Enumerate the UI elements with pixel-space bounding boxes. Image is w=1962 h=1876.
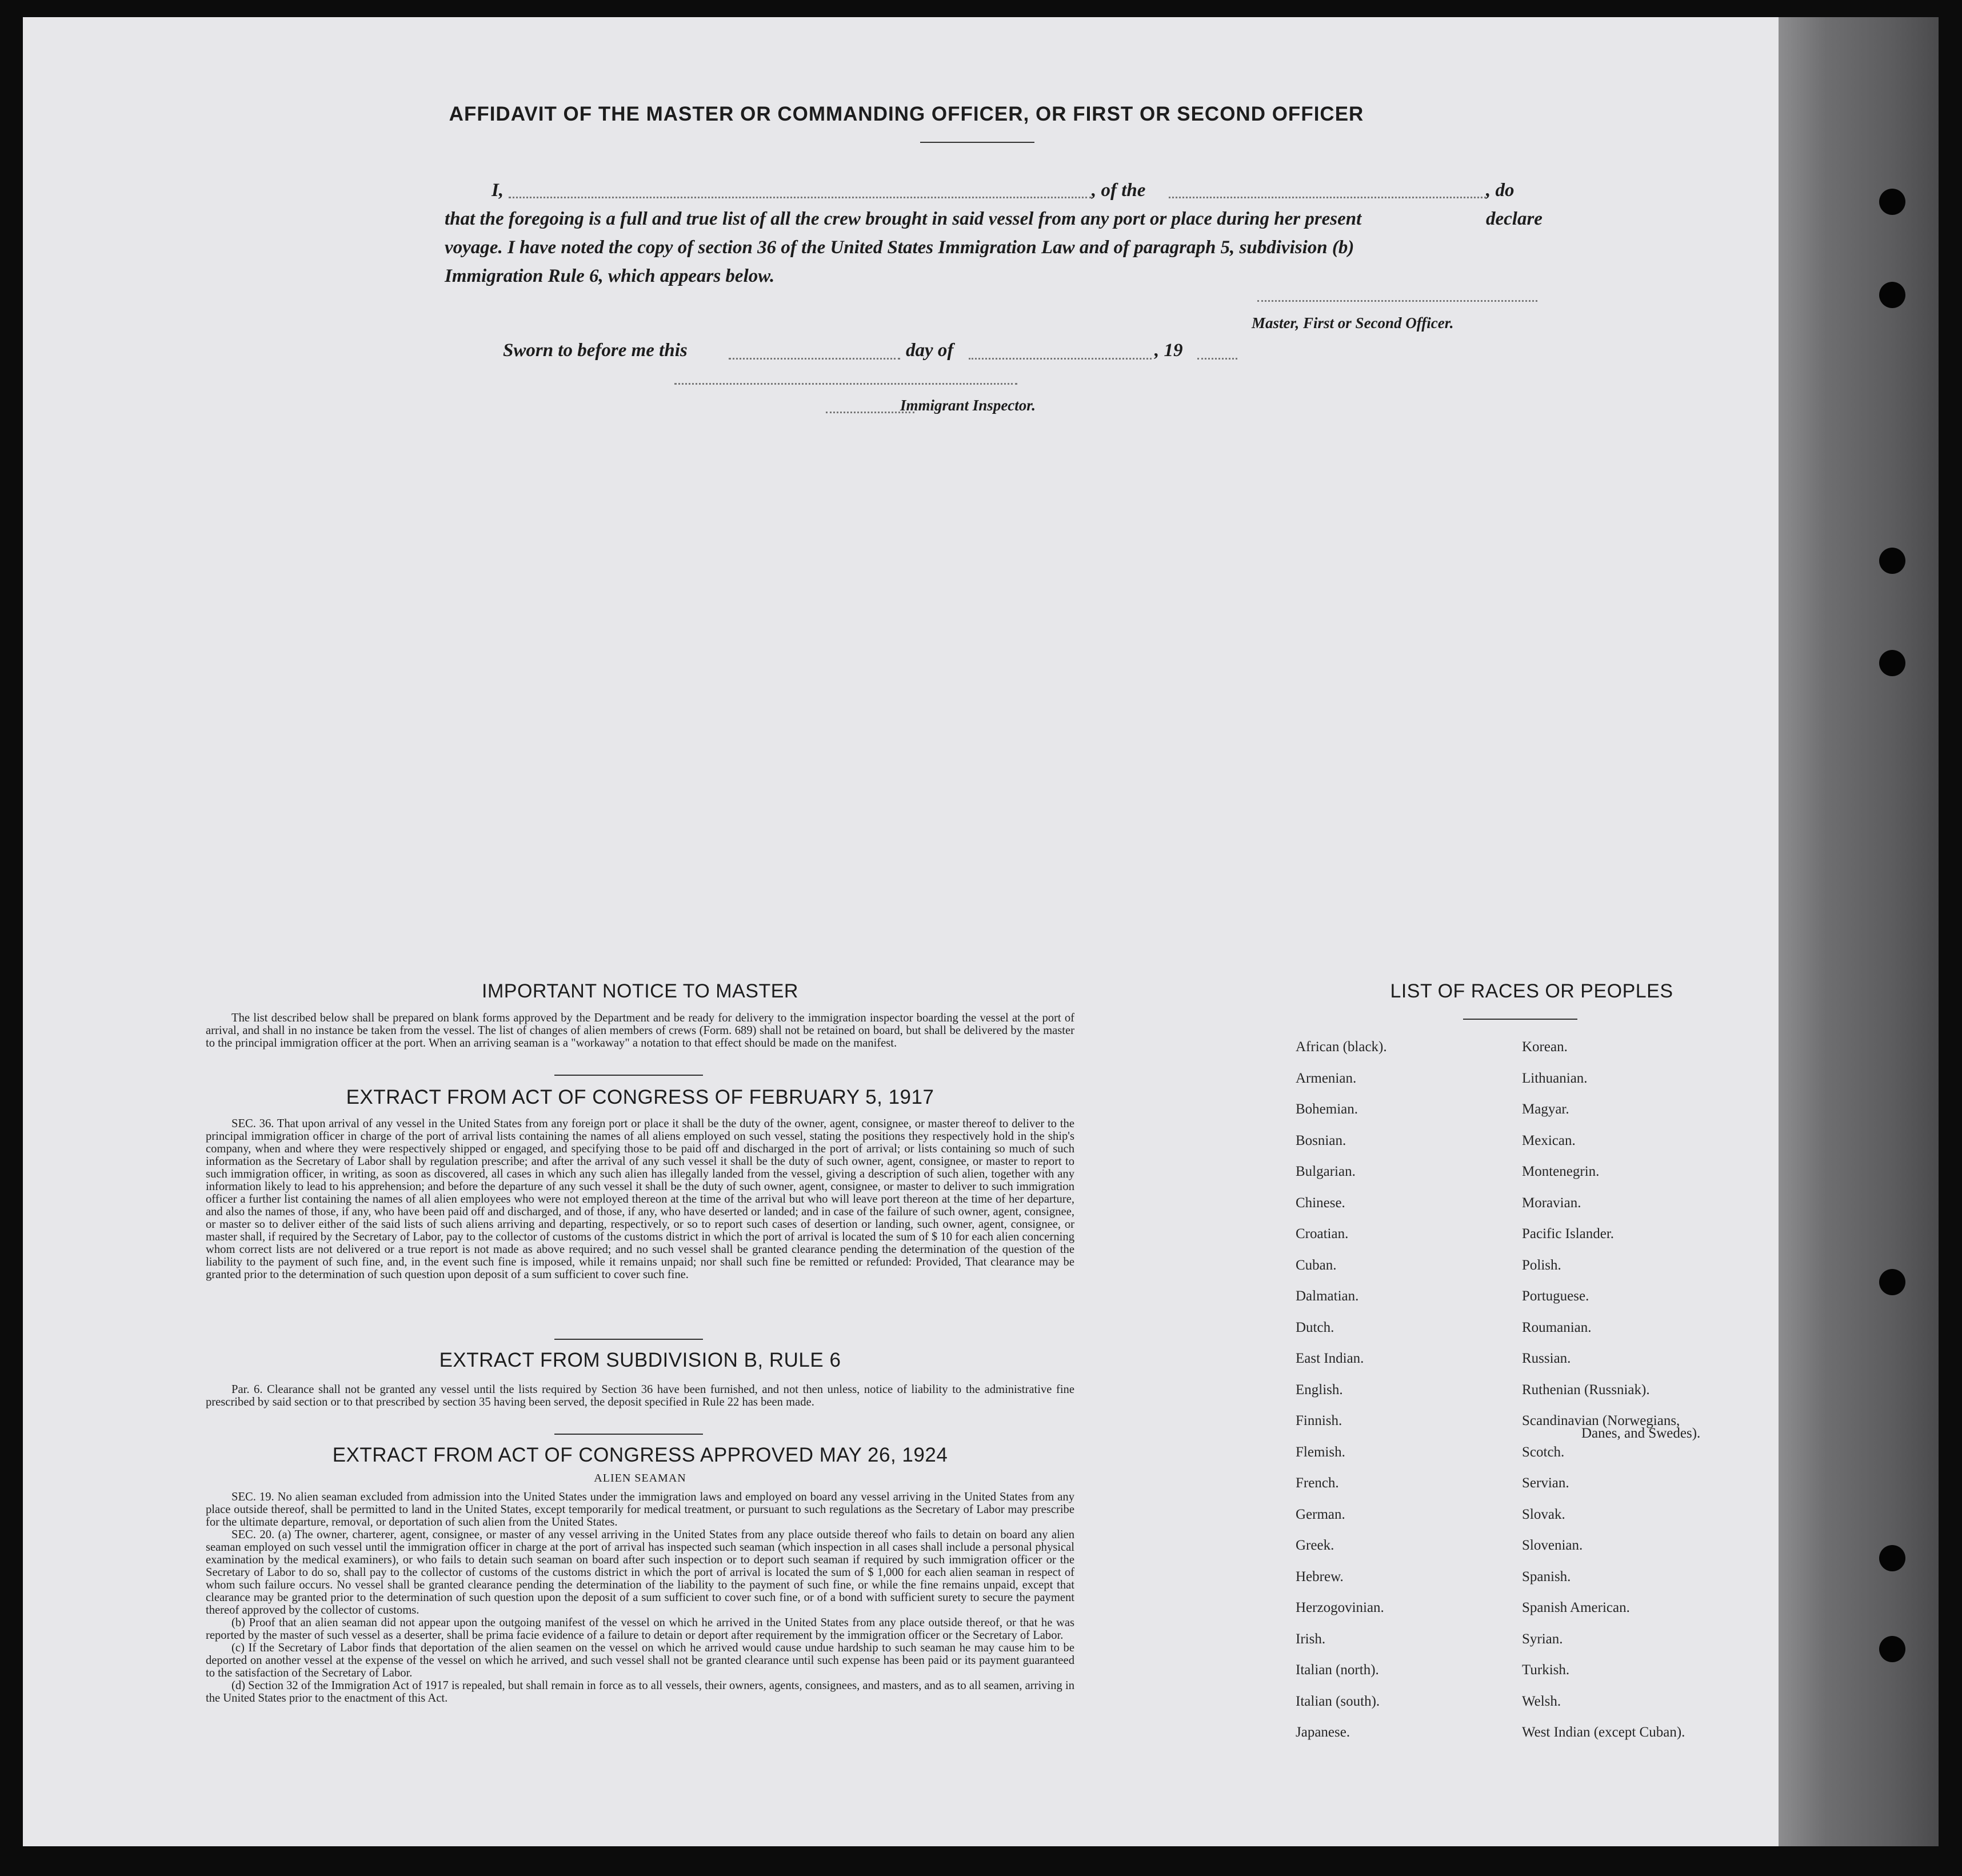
master-label: Master, First or Second Officer. (1252, 314, 1454, 332)
sec20a-paragraph: SEC. 20. (a) The owner, charterer, agent, consignee, or master of any vessel arriving in the United States from any place outside thereof who fails to detain on board any alien seaman employed on such vessel until the immigration officer in charge at the port of arrival has inspected such seaman (which inspection in all cases shall include a personal physical examination by the medical examiners), or who fails to detain such seaman on board after such inspection or to deport such seaman if required by such immigration officer or the Secretary of Labor to do so, shall pay to the collector of customs of the customs district in which the port of arrival is located the sum of $ 1,000 for each alien seaman in respect of whom such failure occurs. No vessel shall be granted clearance pending the determination of the liability to the payment of such fine, or while the fine remains unpaid, except that clearance may be granted prior to the determination of such question upon the deposit of a sum sufficient to cover such fine, or of a bond with sufficient surety to secure the payment thereof approved by the collector of customs. (206, 1528, 1074, 1616)
race-item: German. (1296, 1506, 1345, 1522)
race-item: Russian. (1522, 1351, 1571, 1366)
extract-rule6-title: EXTRACT FROM SUBDIVISION B, RULE 6 (439, 1349, 841, 1371)
sworn-day-of: day of (906, 340, 954, 361)
punch-hole (1879, 650, 1905, 676)
affidavit-do-declare: , do declare (1486, 180, 1543, 229)
race-item: Dutch. (1296, 1319, 1334, 1335)
race-item: Italian (south). (1296, 1693, 1380, 1709)
race-item: Italian (north). (1296, 1662, 1379, 1678)
sec20b-paragraph: (b) Proof that an alien seaman did not appear upon the outgoing manifest of the vessel on which he arrived in the United States from any place outside thereof, or that he was reported by the master of such vessel as a deserter, shall be prima facie evidence of a failure to detain or deport after requirement by the immigration officer or the Secretary of Labor. (206, 1616, 1074, 1642)
race-item: Greek. (1296, 1538, 1334, 1553)
race-item: African (black). (1296, 1039, 1387, 1055)
extract-1917-title: EXTRACT FROM ACT OF CONGRESS OF FEBRUARY 5, 1917 (346, 1086, 934, 1108)
extract-1917-text (206, 1117, 1074, 1281)
race-item: Moravian. (1522, 1195, 1581, 1211)
race-item: Bohemian. (1296, 1101, 1358, 1117)
alien-seaman-subtitle: ALIEN SEAMAN (594, 1472, 686, 1484)
affidavit-line-3: voyage. I have noted the copy of section 36 of the United States Immigration Law and of paragraph 5, subdivision (b) (445, 237, 1354, 258)
divider-2 (554, 1339, 703, 1340)
race-item: Turkish. (1522, 1662, 1570, 1678)
sworn-date-blank[interactable] (729, 358, 900, 360)
race-item: Bosnian. (1296, 1132, 1346, 1148)
race-item: Montenegrin. (1522, 1164, 1600, 1179)
punch-hole (1879, 189, 1905, 215)
punch-hole (1879, 1636, 1905, 1662)
divider-1 (554, 1075, 703, 1076)
affidavit-line-2: that the foregoing is a full and true list of all the crew brought in said vessel from any port or place during her present (445, 209, 1362, 229)
race-item: Roumanian. (1522, 1319, 1592, 1335)
race-item: Hebrew. (1296, 1568, 1344, 1584)
notice-title: IMPORTANT NOTICE TO MASTER (482, 980, 798, 1002)
race-item: Flemish. (1296, 1444, 1345, 1460)
inspector-label: Immigrant Inspector. (900, 397, 1036, 414)
race-item: Scandinavian (Norwegians, (1522, 1413, 1680, 1428)
race-item: Cuban. (1296, 1257, 1337, 1273)
race-item: Welsh. (1522, 1693, 1561, 1709)
race-item: Japanese. (1296, 1725, 1350, 1740)
sec19-paragraph: SEC. 19. No alien seaman excluded from admission into the United States under the immigration laws and employed on board any vessel arriving in the United States from any place outside thereof, shall be permitted to land in the United States, except temporarily for medical treatment, or pursuant to such regulations as the Secretary of Labor may prescribe for the ultimate departure, removal, or deportation of such alien from the United States. (206, 1491, 1074, 1528)
sec20c-paragraph: (c) If the Secretary of Labor finds that deportation of the alien seamen on the vessel on which he arrived would cause undue hardship to such seaman he may cause him to be deported on another vessel at the expense of the vessel on which he arrived, and such vessel shall not be granted clearance until such expense has been paid or its payment guaranteed to the satisfaction of the Secretary of Labor. (206, 1642, 1074, 1679)
notice-paragraph: The list described below shall be prepared on blank forms approved by the Department and be ready for delivery to the immigration inspector boarding the vessel at the port of arrival, and shall in no instance be taken from the vessel. The list of changes of alien members of crews (Form. 689) shall not be retained on board, but shall be delivered by the master to the principal immigration officer at the port. When an arriving seaman is a "workaway" a notation to that effect should be made on the manifest. (206, 1012, 1074, 1049)
race-item: Korean. (1522, 1039, 1568, 1055)
binding-strip (1779, 17, 1939, 1846)
races-title: LIST OF RACES OR PEOPLES (1390, 980, 1673, 1002)
vessel-blank[interactable] (1169, 197, 1486, 198)
race-item: Finnish. (1296, 1413, 1342, 1428)
race-item: Scotch. (1522, 1444, 1565, 1460)
race-item: Chinese. (1296, 1195, 1345, 1211)
race-item: Irish. (1296, 1631, 1326, 1647)
sec36-paragraph: SEC. 36. That upon arrival of any vessel in the United States from any foreign port or place it shall be the duty of the owner, agent, consignee, or master thereof to deliver to the principal immigration officer in charge of the port of arrival lists containing the names of all aliens employed on such vessel, stating the positions they respectively hold in the ship's company, when and where they were respectively shipped or engaged, and specifying those to be paid off and discharged in the port of arrival; or lists containing so much of such information as the Secretary of Labor shall by regulation prescribe; and after the arrival of any such vessel it shall be the duty of such owner, agent, consignee, or master to report to such immigration officer, in writing, as soon as discovered, all cases in which any such alien has illegally landed from the vessel, giving a description of such alien, together with any information likely to lead to his apprehension; and before the departure of any such vessel it shall be the duty of such owner, agent, consignee, or master to deliver to such immigration officer a further list containing the names of all alien employees who were not employed thereon at the time of the arrival but who will leave port thereon at the time of her departure, and also the names of those, if any, who have been paid off and discharged, and of those, if any, who have deserted or landed; and in case of the failure of such owner, agent, consignee, or master so to deliver either of the said lists of such aliens arriving and departing, respectively, or so to report such cases of desertion or landing, such owner, agent, consignee, or master shall, if required by the Secretary of Labor, pay to the collector of customs of the customs district in which the port of arrival is located the sum of $ 10 for each alien concerning whom correct lists are not delivered or a true report is not made as above required; and no such vessel shall be granted clearance pending the determination of the question of the liability to the payment of such fine, and, in the event such fine is imposed, while it remains unpaid; nor shall such fine be remitted or refunded: Provided, That clearance may be granted prior to the determination of such question upon deposit of a sum sufficient to cover such fine. (206, 1117, 1074, 1281)
sworn-year: , 19 (1154, 340, 1183, 361)
par6-paragraph: Par. 6. Clearance shall not be granted any vessel until the lists required by Section 36 have been furnished, and not then unless, notice of liability to the administrative fine prescribed by said section or to that prescribed by section 35 having been served, the deposit specified in Rule 22 has been made. (206, 1383, 1074, 1408)
race-item: Bulgarian. (1296, 1164, 1356, 1179)
race-item: Magyar. (1522, 1101, 1569, 1117)
affidavit-i: I, (492, 180, 504, 201)
extract-1924-title: EXTRACT FROM ACT OF CONGRESS APPROVED MAY 26, 1924 (332, 1444, 948, 1466)
paper-sheet (23, 17, 1790, 1846)
punch-hole (1879, 1269, 1905, 1295)
race-item: French. (1296, 1475, 1339, 1491)
extract-1924-text (206, 1491, 1074, 1705)
race-item: Portuguese. (1522, 1288, 1589, 1304)
punch-hole (1879, 1545, 1905, 1571)
name-blank[interactable] (509, 197, 1092, 198)
race-scandinavian-continuation: Danes, and Swedes). (1581, 1426, 1701, 1441)
race-item: Slovak. (1522, 1506, 1565, 1522)
race-item: Armenian. (1296, 1070, 1357, 1086)
title-divider (920, 142, 1034, 143)
race-item: Spanish American. (1522, 1600, 1630, 1615)
divider-3 (554, 1434, 703, 1435)
races-divider (1463, 1019, 1577, 1020)
inspector-signature-blank[interactable] (674, 383, 1017, 385)
punch-hole (1879, 282, 1905, 308)
sworn-prefix: Sworn to before me this (503, 340, 688, 361)
affidavit-title: AFFIDAVIT OF THE MASTER OR COMMANDING OFFICER, OR FIRST OR SECOND OFFICER (449, 103, 1364, 125)
notice-text (206, 1012, 1074, 1049)
extract-rule6-text (206, 1383, 1074, 1408)
master-signature-blank[interactable] (1257, 300, 1537, 302)
sworn-month-blank[interactable] (969, 358, 1152, 360)
affidavit-of-the: , of the (1092, 180, 1146, 201)
race-item: Spanish. (1522, 1568, 1571, 1584)
affidavit-line-4: Immigration Rule 6, which appears below. (445, 266, 775, 286)
race-item: Dalmatian. (1296, 1288, 1359, 1304)
race-item: West Indian (except Cuban). (1522, 1725, 1685, 1740)
race-item: Herzogovinian. (1296, 1600, 1384, 1615)
sworn-year-blank[interactable] (1197, 358, 1237, 360)
race-item: Ruthenian (Russniak). (1522, 1382, 1650, 1398)
race-item: Pacific Islander. (1522, 1226, 1615, 1242)
race-item: Slovenian. (1522, 1538, 1583, 1553)
sec20d-paragraph: (d) Section 32 of the Immigration Act of 1917 is repealed, but shall remain in force as to all vessels, their owners, agents, consignees, and masters, and as to all seamen, arriving in the United States prior to the enactment of this Act. (206, 1679, 1074, 1705)
sworn-line (503, 336, 1303, 365)
race-item: Servian. (1522, 1475, 1569, 1491)
race-item: English. (1296, 1382, 1343, 1398)
race-item: Mexican. (1522, 1132, 1576, 1148)
race-item: Syrian. (1522, 1631, 1563, 1647)
race-item: Croatian. (1296, 1226, 1349, 1242)
race-item: East Indian. (1296, 1351, 1364, 1366)
race-item: Lithuanian. (1522, 1070, 1588, 1086)
race-item: Polish. (1522, 1257, 1561, 1273)
punch-hole (1879, 548, 1905, 574)
